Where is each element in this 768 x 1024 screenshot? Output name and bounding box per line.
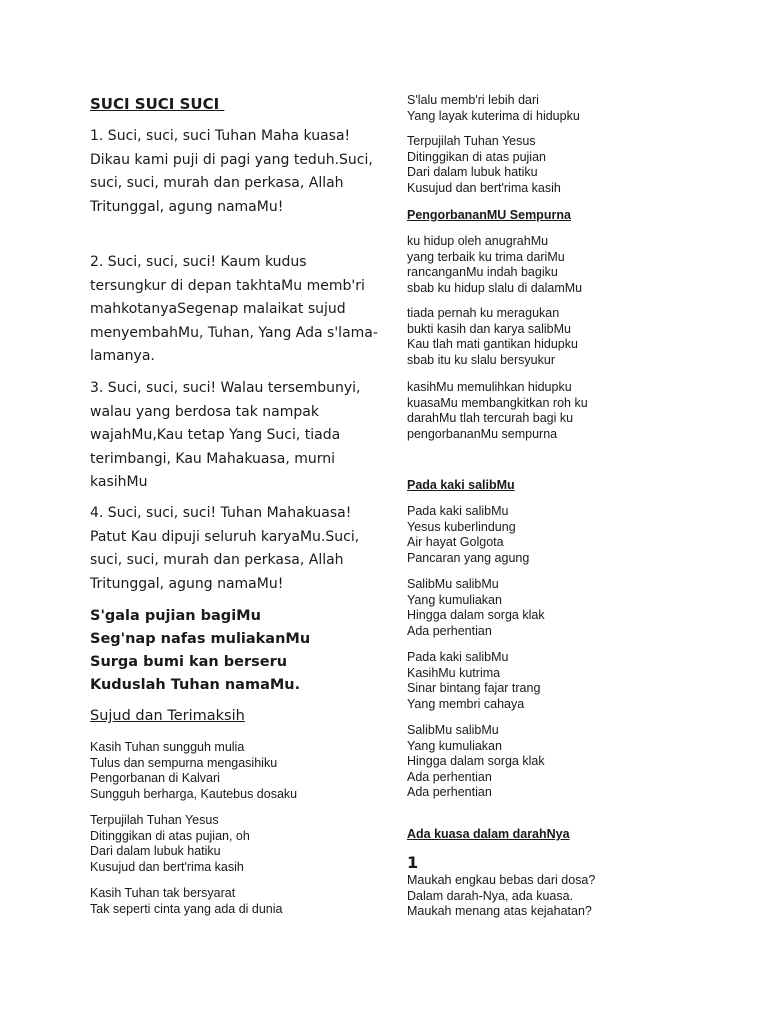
lyric-line: SalibMu salibMu (407, 723, 499, 737)
lyric-line: Pengorbanan di Kalvari (90, 771, 220, 786)
lyric-line: pengorbananMu sempurna (407, 426, 558, 441)
lyric-line: Kasih Tuhan tak bersyarat (90, 886, 236, 900)
chorus-line: Surga bumi kan berseru (90, 654, 288, 670)
stanza (90, 886, 283, 917)
lyric-line: yang terbaik ku trima dariMu (407, 249, 565, 264)
lyric-line: SalibMu salibMu (407, 577, 499, 591)
chorus (90, 605, 380, 697)
lyric-line: ku hidup oleh anugrahMu (407, 234, 549, 248)
lyric-line: Yang membri cahaya (407, 696, 525, 711)
lyric-line: Pancaran yang agung (407, 550, 530, 565)
lyric-line: Dari dalam lubuk hatiku (90, 844, 221, 859)
lyric-line: Maukah menang atas kejahatan? (407, 904, 592, 919)
lyric-line: Yang kumuliakan (407, 738, 502, 753)
lyric-line: Kasih Tuhan sungguh mulia (90, 740, 245, 754)
stanza (407, 723, 545, 801)
chorus-line: Seg'nap nafas muliakanMu (90, 631, 311, 647)
lyric-line: Ada perhentian (407, 785, 492, 800)
stanza (407, 504, 529, 566)
lyric-line: Yang layak kuterima di hidupku (407, 108, 580, 123)
chorus-line: Kuduslah Tuhan namaMu. (90, 677, 301, 693)
verse-2: 2. Suci, suci, suci! Kaum kudus tersungkur di depan takhtaMu memb'ri mahkotanyaSegenap malaikat sujud menyembahMu, Tuhan, Yang Ada s'lama-lamanya. (90, 254, 378, 364)
lyric-line: KasihMu kutrima (407, 665, 501, 680)
verse-1: 1. Suci, suci, suci Tuhan Maha kuasa! Dikau kami puji di pagi yang teduh.Suci, suci, suci, murah dan perkasa, Allah Tritunggal, agung namaMu! (90, 128, 373, 215)
verse-3: 3. Suci, suci, suci! Walau tersembunyi, walau yang berdosa tak nampak wajahMu,Kau tetap Yang Suci, tiada terimbangi, Kau Mahakuasa, murni kasihMu (90, 380, 361, 490)
lyric-line: rancanganMu indah bagiku (407, 265, 558, 280)
stanza (90, 813, 250, 875)
lyric-line: sbab ku hidup slalu di dalamMu (407, 280, 583, 295)
lyric-line: Ada perhentian (407, 769, 492, 784)
verse-number: 1 (407, 853, 419, 872)
stanza (90, 740, 297, 802)
song-title-pada-kaki-salibmu: Pada kaki salibMu (407, 478, 515, 492)
lyric-line: Dalam darah-Nya, ada kuasa. (407, 888, 574, 903)
lyric-line: Kau tlah mati gantikan hidupku (407, 337, 578, 352)
lyric-line: Yang kumuliakan (407, 592, 502, 607)
song-title-ada-kuasa-dalam-darahnya: Ada kuasa dalam darahNya (407, 827, 570, 841)
stanza (407, 134, 561, 196)
song-title-sujud-dan-terimaksih: Sujud dan Terimaksih (90, 708, 245, 724)
lyric-line: Hingga dalam sorga klak (407, 754, 545, 769)
stanza (407, 873, 595, 920)
lyric-line: Ada perhentian (407, 623, 492, 638)
stanza (407, 306, 578, 368)
lyric-line: Air hayat Golgota (407, 535, 504, 550)
lyric-line: Terpujilah Tuhan Yesus (407, 134, 536, 148)
song-title-suci-suci-suci: SUCI SUCI SUCI (90, 95, 225, 113)
lyric-line: Ditinggikan di atas pujian (407, 149, 546, 164)
lyric-line: bukti kasih dan karya salibMu (407, 321, 571, 336)
lyric-line: Yesus kuberlindung (407, 519, 516, 534)
lyric-line: kuasaMu membangkitkan roh ku (407, 395, 588, 410)
lyric-line: S'lalu memb'ri lebih dari (407, 93, 539, 107)
lyric-line: Pada kaki salibMu (407, 650, 509, 664)
stanza (407, 650, 540, 712)
verse-4: 4. Suci, suci, suci! Tuhan Mahakuasa! Patut Kau dipuji seluruh karyaMu.Suci, suci, suci, murah dan perkasa, Allah Tritunggal, agung namaMu! (90, 505, 360, 592)
chorus-line: S'gala pujian bagiMu (90, 608, 261, 624)
stanza (407, 234, 582, 296)
lyric-line: tiada pernah ku meragukan (407, 306, 560, 320)
lyric-line: Tak seperti cinta yang ada di dunia (90, 901, 283, 916)
stanza (407, 93, 580, 124)
lyric-line: darahMu tlah tercurah bagi ku (407, 411, 574, 426)
lyric-line: Terpujilah Tuhan Yesus (90, 813, 219, 827)
lyric-line: kasihMu memulihkan hidupku (407, 380, 572, 394)
lyric-line: Maukah engkau bebas dari dosa? (407, 873, 596, 887)
lyric-line: Sungguh berharga, Kautebus dosaku (90, 786, 298, 801)
lyric-line: sbab itu ku slalu bersyukur (407, 352, 555, 367)
lyric-line: Pada kaki salibMu (407, 504, 509, 518)
lyric-line: Dari dalam lubuk hatiku (407, 165, 538, 180)
stanza (407, 380, 588, 442)
lyric-line: Hingga dalam sorga klak (407, 608, 545, 623)
lyric-line: Sinar bintang fajar trang (407, 681, 541, 696)
stanza (407, 577, 545, 639)
lyric-line: Tulus dan sempurna mengasihiku (90, 755, 278, 770)
song-title-pengorbananmu-sempurna: PengorbananMU Sempurna (407, 208, 571, 222)
lyric-line: Ditinggikan di atas pujian, oh (90, 828, 250, 843)
lyric-line: Kusujud dan bert'rima kasih (407, 180, 561, 195)
lyric-line: Kusujud dan bert'rima kasih (90, 859, 244, 874)
